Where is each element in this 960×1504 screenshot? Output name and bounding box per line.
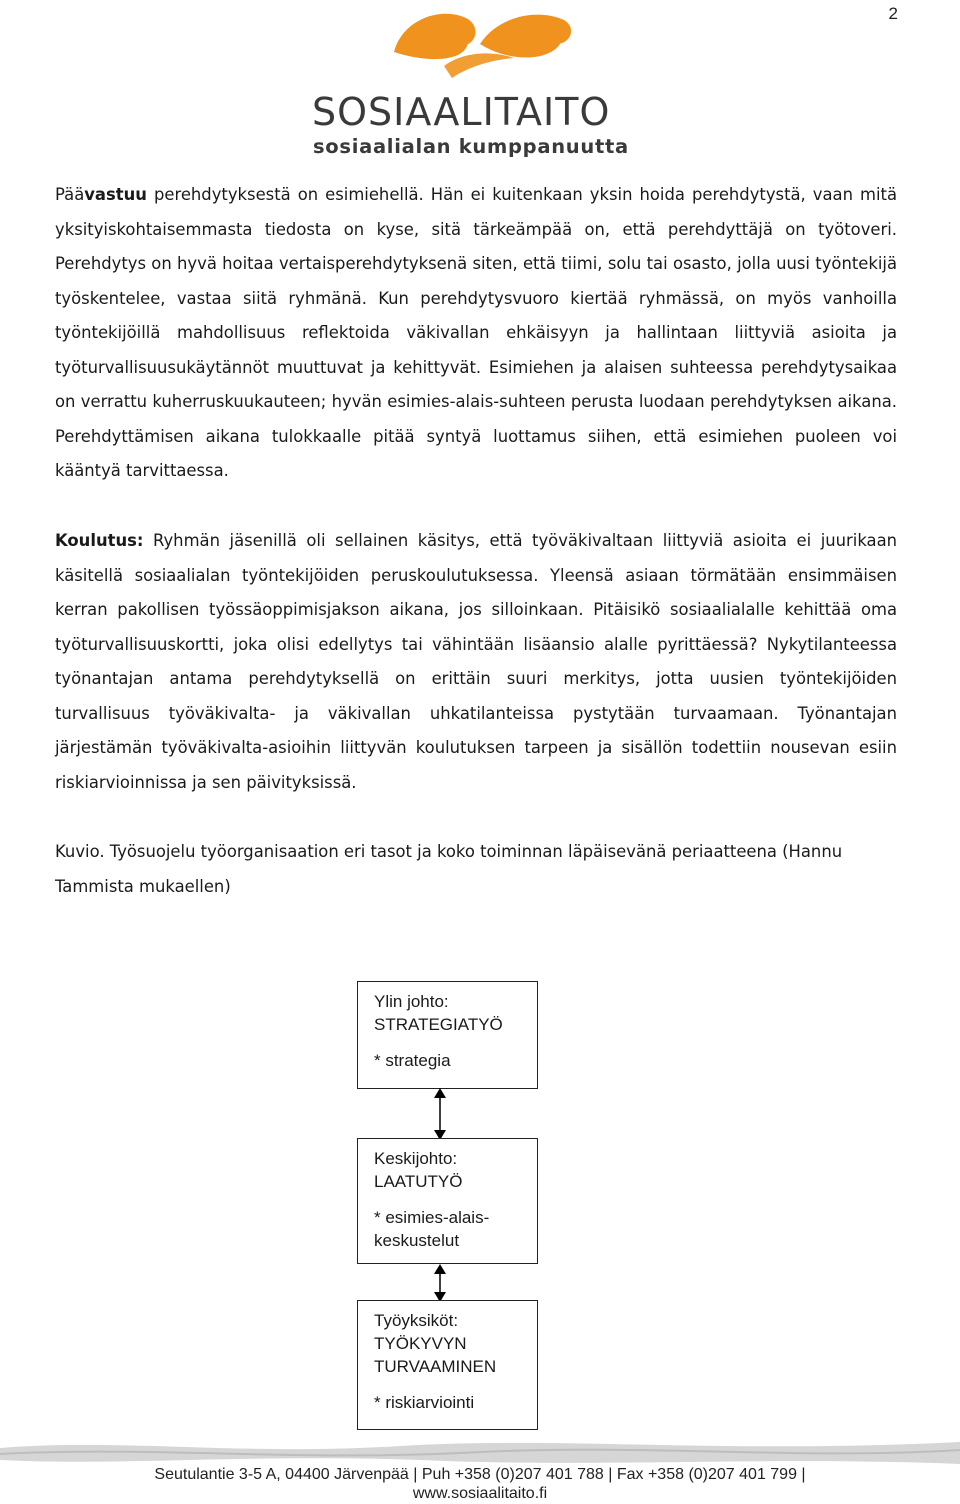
box1-label: Ylin johto:	[374, 992, 449, 1011]
para2-text: Ryhmän jäsenillä oli sellainen käsitys, että työväkivaltaan liittyviä asioita ei juurikaan käsitellä sosiaalialan työntekijöiden peruskoulutuksessa. Yleensä asiaan törmätään ensimmäisen kerran pakollisen työssäoppimisjakson aikana, jos silloinkaan. Pitäisikö sosiaalialalle kehittää oma työturvallisuuskortti, joka olisi edellytys tai vähintään lisäansio alalle pyrittäessä? Nykytilanteessa työnantajan antama perehdytyksellä on erittäin suuri merkitys, jotta uusien työntekijöiden turvallisuus työväkivalta- ja väkivallan uhkatilanteissa pystytään turvaamaan. Työnantajan järjestämän työväkivalta-asioihin liittyvän koulutuksen tarpeen ja sisällön todettiin nousevan esiin riskiarvioinnissa ja sen päivityksissä.	[55, 531, 897, 792]
footer-website-link[interactable]: www.sosiaalitaito.fi	[412, 1485, 548, 1502]
box2-title: LAATUTYÖ	[374, 1172, 463, 1191]
diagram-box-work-units	[357, 1300, 538, 1430]
box2-item: * esimies-alais-keskustelut	[374, 1208, 490, 1250]
para1-text: perehdytyksestä on esimiehellä. Hän ei kuitenkaan yksin hoida perehdytystä, vaan mitä yksityiskohtaisemmasta tiedosta on kyse, sitä tärkeämpää on, että perehdyttäjä on työtoveri. Perehdytys on hyvä hoitaa vertaisperehdytyksenä siten, että tiimi, solu tai osasto, jolla uusi työntekijä työskentelee, vastaa siitä ryhmänä. Kun perehdytysvuoro kiertää ryhmässä, on myös vanhoilla työntekijöillä mahdollisuus reflektoida väkivallan ehkäisyyn ja hallintaan liittyviä asioita ja työturvallisuusukäytännöt muuttuvat ja kehittyvät. Esimiehen ja alaisen suhteessa perehdytysaikaa on verrattu kuherruskuukauteen; hyvän esimies-alais-suhteen perusta luodaan perehdytyksen aikana. Perehdyttämisen aikana tulokkaalle pitää syntyä luottamus siihen, että esimiehen puoleen voi kääntyä tarvittaessa.	[55, 185, 897, 480]
double-arrow-connector-1	[420, 1088, 460, 1140]
footer-wave-decoration	[0, 1434, 960, 1468]
paragraph-perehdytys	[55, 178, 897, 489]
logo-tagline: sosiaalialan kumppanuutta	[313, 135, 629, 158]
box3-item: * riskiarviointi	[374, 1393, 475, 1412]
logo-swoosh-icon	[380, 0, 580, 92]
box3-title-line2: TURVAAMINEN	[374, 1357, 497, 1376]
logo-name: SOSIAALITAITO	[312, 90, 611, 134]
diagram-box-top-management	[357, 981, 538, 1089]
box2-label: Keskijohto:	[374, 1149, 458, 1168]
box1-item: * strategia	[374, 1051, 451, 1070]
box3-label: Työyksiköt:	[374, 1311, 459, 1330]
paragraph-koulutus	[55, 524, 897, 800]
para2-bold-lead: Koulutus:	[55, 531, 144, 550]
para1-bold-lead: vastuu	[84, 185, 147, 204]
para1-lead-prefix: Pää	[55, 185, 85, 204]
sosiaalitaito-logo	[300, 0, 660, 165]
box1-title: STRATEGIATYÖ	[374, 1015, 503, 1034]
figure-caption: Kuvio. Työsuojelu työorganisaation eri tasot ja koko toiminnan läpäisevänä periaatteena (Hannu Tammista mukaellen)	[55, 842, 843, 896]
page-number: 2	[888, 4, 898, 23]
double-arrow-connector-2	[420, 1264, 460, 1302]
footer-contact-line: Seutulantie 3-5 A, 04400 Järvenpää | Puh +358 (0)207 401 788 | Fax +358 (0)207 401 799 |	[154, 1466, 806, 1483]
diagram-box-middle-management	[357, 1138, 538, 1264]
box3-title-line1: TYÖKYVYN	[374, 1334, 467, 1353]
